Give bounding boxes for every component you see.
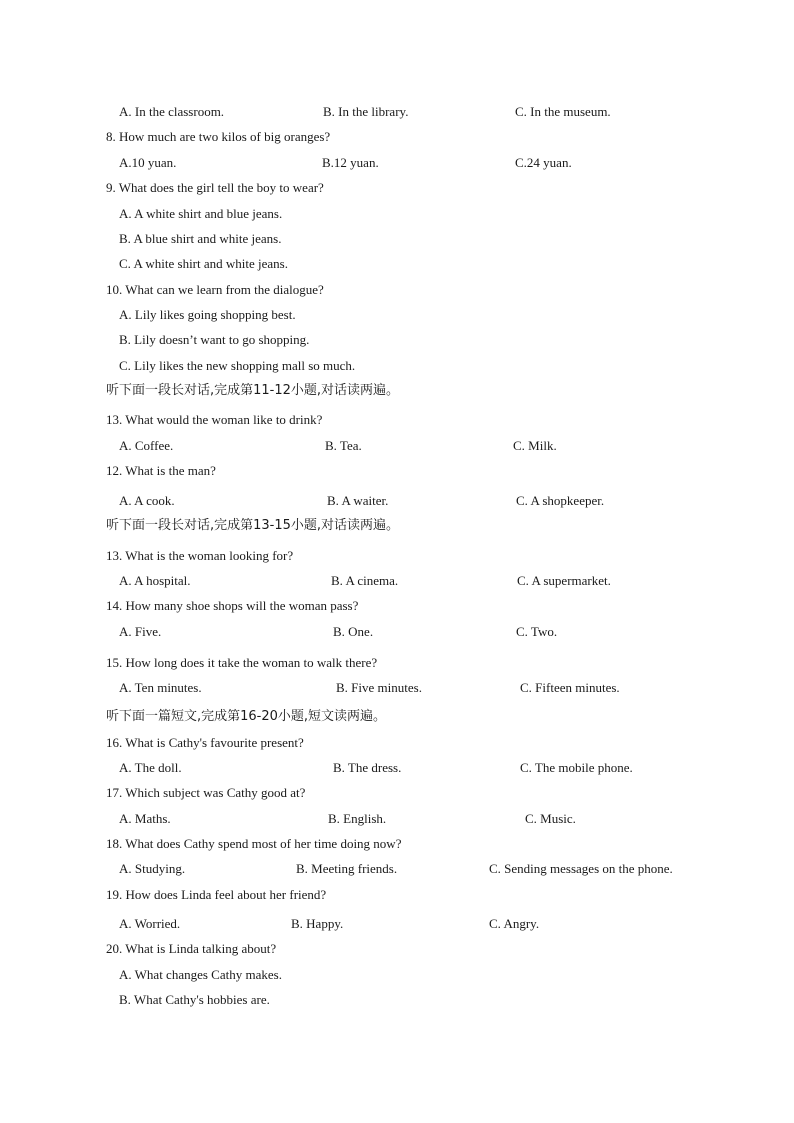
q12-option-a: A. A cook. bbox=[119, 493, 175, 508]
q16-question: 16. What is Cathy's favourite present? bbox=[106, 735, 304, 750]
q11-option-c: C. Milk. bbox=[513, 438, 557, 453]
q8-option-a: A.10 yuan. bbox=[119, 155, 177, 170]
q15-question: 15. How long does it take the woman to walk there? bbox=[106, 655, 378, 670]
section-heading-11-12: 听下面一段长对话,完成第11-12小题,对话读两遍。 bbox=[106, 383, 400, 398]
q18-question: 18. What does Cathy spend most of her time doing now? bbox=[106, 836, 402, 851]
q12-option-c: C. A shopkeeper. bbox=[516, 493, 605, 508]
q10-option-c: C. Lily likes the new shopping mall so much. bbox=[119, 358, 356, 373]
q18-option-b: B. Meeting friends. bbox=[296, 861, 398, 876]
section-heading-13-15: 听下面一段长对话,完成第13-15小题,对话读两遍。 bbox=[106, 518, 400, 533]
q8-option-b: B.12 yuan. bbox=[322, 155, 379, 170]
q14-question: 14. How many shoe shops will the woman pass? bbox=[106, 598, 359, 613]
q17-option-a: A. Maths. bbox=[119, 811, 171, 826]
q12-question: 12. What is the man? bbox=[106, 463, 216, 478]
q8-question: 8. How much are two kilos of big oranges? bbox=[106, 129, 331, 144]
q8-option-c: C.24 yuan. bbox=[515, 155, 572, 170]
q9-option-a: A. A white shirt and blue jeans. bbox=[119, 206, 283, 221]
q11-option-b: B. Tea. bbox=[325, 438, 362, 453]
q19-option-a: A. Worried. bbox=[119, 916, 181, 931]
q17-option-b: B. English. bbox=[328, 811, 387, 826]
q9-option-b: B. A blue shirt and white jeans. bbox=[119, 231, 282, 246]
q14-option-b: B. One. bbox=[333, 624, 374, 639]
q11-question: 13. What would the woman like to drink? bbox=[106, 412, 323, 427]
q20-question: 20. What is Linda talking about? bbox=[106, 941, 277, 956]
q16-option-b: B. The dress. bbox=[333, 760, 402, 775]
q10-option-a: A. Lily likes going shopping best. bbox=[119, 307, 296, 322]
q10-option-b: B. Lily doesn’t want to go shopping. bbox=[119, 332, 310, 347]
q16-option-c: C. The mobile phone. bbox=[520, 760, 633, 775]
q10-question: 10. What can we learn from the dialogue? bbox=[106, 282, 324, 297]
q7-option-a: A. In the classroom. bbox=[119, 104, 225, 119]
q18-option-a: A. Studying. bbox=[119, 861, 186, 876]
q16-option-a: A. The doll. bbox=[119, 760, 182, 775]
q17-option-c: C. Music. bbox=[525, 811, 576, 826]
q14-option-c: C. Two. bbox=[516, 624, 558, 639]
q7-option-b: B. In the library. bbox=[323, 104, 409, 119]
q7-option-c: C. In the museum. bbox=[515, 104, 611, 119]
q20-option-a: A. What changes Cathy makes. bbox=[119, 967, 282, 982]
q9-question: 9. What does the girl tell the boy to wear? bbox=[106, 180, 324, 195]
q11-option-a: A. Coffee. bbox=[119, 438, 174, 453]
section-heading-16-20: 听下面一篇短文,完成第16-20小题,短文读两遍。 bbox=[106, 709, 387, 724]
q12-option-b: B. A waiter. bbox=[327, 493, 389, 508]
q19-question: 19. How does Linda feel about her friend? bbox=[106, 887, 327, 902]
q14-option-a: A. Five. bbox=[119, 624, 162, 639]
q13-option-b: B. A cinema. bbox=[331, 573, 399, 588]
q9-option-c: C. A white shirt and white jeans. bbox=[119, 256, 288, 271]
q13-option-c: C. A supermarket. bbox=[517, 573, 611, 588]
q13-option-a: A. A hospital. bbox=[119, 573, 191, 588]
q19-option-b: B. Happy. bbox=[291, 916, 344, 931]
q20-option-b: B. What Cathy's hobbies are. bbox=[119, 992, 270, 1007]
q15-option-a: A. Ten minutes. bbox=[119, 680, 202, 695]
q15-option-c: C. Fifteen minutes. bbox=[520, 680, 620, 695]
q19-option-c: C. Angry. bbox=[489, 916, 540, 931]
q18-option-c: C. Sending messages on the phone. bbox=[489, 861, 673, 876]
q17-question: 17. Which subject was Cathy good at? bbox=[106, 785, 306, 800]
q15-option-b: B. Five minutes. bbox=[336, 680, 422, 695]
q13-question: 13. What is the woman looking for? bbox=[106, 548, 294, 563]
